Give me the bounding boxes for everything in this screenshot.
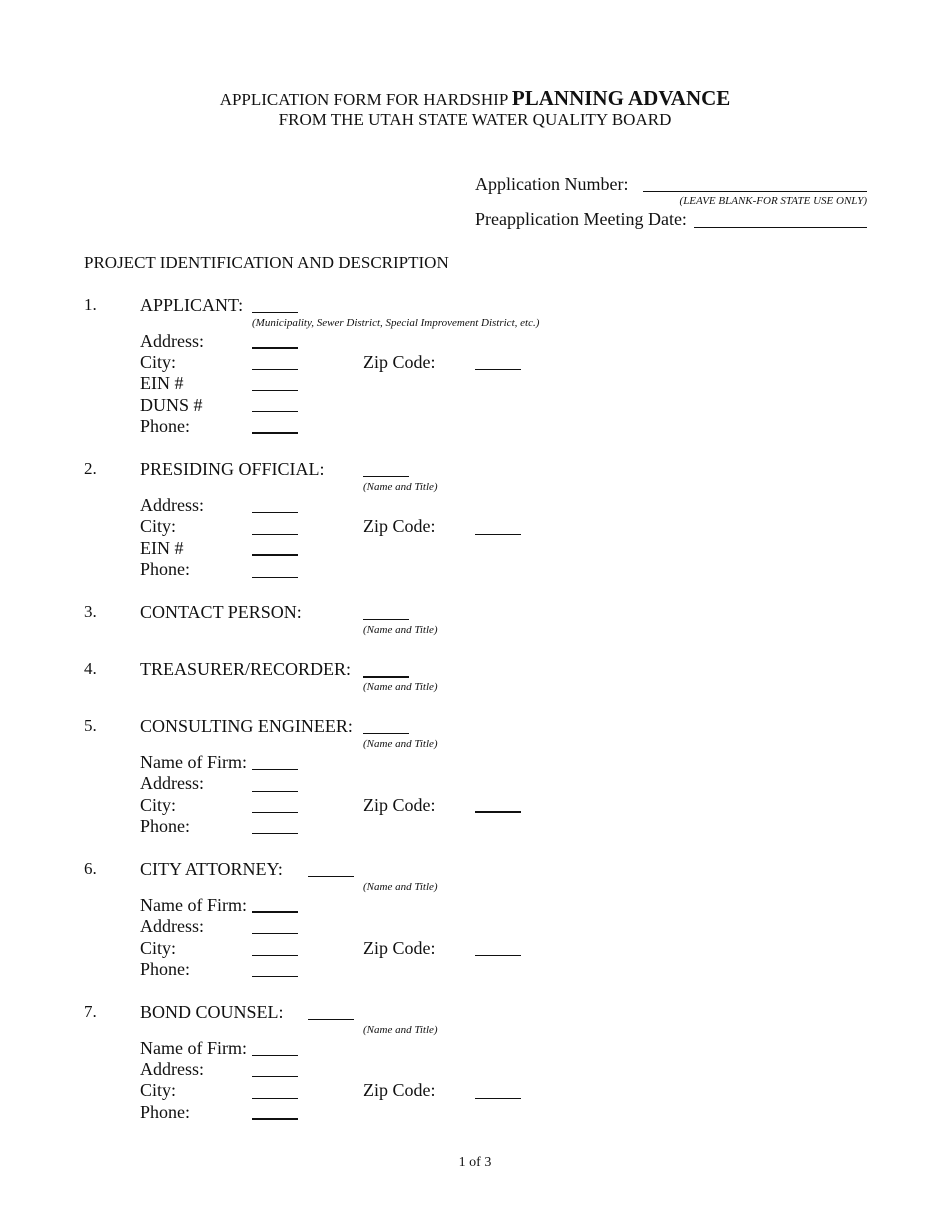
consulting-engineer-field[interactable] <box>363 733 409 734</box>
contact-person-note: (Name and Title) <box>363 624 438 636</box>
contact-person-label: CONTACT PERSON: <box>140 602 302 622</box>
bond-phone-field[interactable] <box>252 1118 298 1120</box>
applicant-duns-label: DUNS # <box>140 395 203 415</box>
bond-city-field[interactable] <box>252 1098 298 1099</box>
attorney-phone-label: Phone: <box>140 959 191 979</box>
applicant-phone-field[interactable] <box>252 432 298 434</box>
presiding-zip-label: Zip Code: <box>363 516 436 536</box>
item-number-2: 2. <box>84 459 97 478</box>
engineer-firm-field[interactable] <box>252 769 298 770</box>
bond-counsel-field[interactable] <box>308 1019 354 1020</box>
city-attorney-field[interactable] <box>308 876 354 877</box>
bond-address-label: Address: <box>140 1059 204 1079</box>
meeting-date-label: Preapplication Meeting Date: <box>475 209 687 229</box>
bond-zip-label: Zip Code: <box>363 1080 436 1100</box>
bond-counsel-note: (Name and Title) <box>363 1024 438 1036</box>
application-number-field[interactable] <box>643 191 867 192</box>
applicant-address-field[interactable] <box>252 347 298 349</box>
attorney-address-field[interactable] <box>252 933 298 934</box>
engineer-phone-field[interactable] <box>252 833 298 834</box>
engineer-firm-label: Name of Firm: <box>140 752 247 772</box>
bond-firm-label: Name of Firm: <box>140 1038 247 1058</box>
presiding-phone-label: Phone: <box>140 559 191 579</box>
form-subtitle: FROM THE UTAH STATE WATER QUALITY BOARD <box>278 110 672 129</box>
form-title-prefix: APPLICATION FORM FOR HARDSHIP <box>219 90 512 109</box>
application-number-label: Application Number: <box>475 174 629 194</box>
attorney-firm-field[interactable] <box>252 911 298 913</box>
applicant-phone-label: Phone: <box>140 416 191 436</box>
applicant-city-field[interactable] <box>252 369 298 370</box>
item-number-3: 3. <box>84 602 97 621</box>
applicant-note: (Municipality, Sewer District, Special Improvement District, etc.) <box>252 317 540 329</box>
consulting-engineer-note: (Name and Title) <box>363 738 438 750</box>
applicant-address-label: Address: <box>140 331 204 351</box>
contact-person-field[interactable] <box>363 619 409 620</box>
bond-phone-label: Phone: <box>140 1102 191 1122</box>
item-number-1: 1. <box>84 295 97 314</box>
engineer-address-label: Address: <box>140 773 204 793</box>
applicant-duns-field[interactable] <box>252 411 298 412</box>
meeting-date-field[interactable] <box>694 227 867 228</box>
presiding-zip-field[interactable] <box>475 534 521 535</box>
engineer-city-field[interactable] <box>252 812 298 813</box>
treasurer-recorder-field[interactable] <box>363 676 409 678</box>
treasurer-recorder-label: TREASURER/RECORDER: <box>140 659 352 679</box>
city-attorney-label: CITY ATTORNEY: <box>140 859 283 879</box>
presiding-ein-field[interactable] <box>252 554 298 556</box>
item-number-5: 5. <box>84 716 97 735</box>
section-heading: PROJECT IDENTIFICATION AND DESCRIPTION <box>84 253 449 272</box>
bond-firm-field[interactable] <box>252 1055 298 1056</box>
presiding-city-label: City: <box>140 516 177 536</box>
presiding-official-field[interactable] <box>363 476 409 477</box>
applicant-city-label: City: <box>140 352 177 372</box>
item-number-4: 4. <box>84 659 97 678</box>
applicant-field[interactable] <box>252 312 298 313</box>
presiding-address-field[interactable] <box>252 512 298 513</box>
applicant-ein-field[interactable] <box>252 390 298 391</box>
presiding-city-field[interactable] <box>252 534 298 535</box>
consulting-engineer-label: CONSULTING ENGINEER: <box>140 716 353 736</box>
item-number-6: 6. <box>84 859 97 878</box>
attorney-address-label: Address: <box>140 916 204 936</box>
bond-zip-field[interactable] <box>475 1098 521 1099</box>
attorney-city-field[interactable] <box>252 955 298 956</box>
engineer-phone-label: Phone: <box>140 816 191 836</box>
bond-counsel-label: BOND COUNSEL: <box>140 1002 284 1022</box>
attorney-firm-label: Name of Firm: <box>140 895 247 915</box>
applicant-zip-label: Zip Code: <box>363 352 436 372</box>
city-attorney-note: (Name and Title) <box>363 881 438 893</box>
item-number-7: 7. <box>84 1002 97 1021</box>
leave-blank-note: (LEAVE BLANK-FOR STATE USE ONLY) <box>679 195 867 207</box>
attorney-phone-field[interactable] <box>252 976 298 977</box>
bond-address-field[interactable] <box>252 1076 298 1077</box>
treasurer-recorder-note: (Name and Title) <box>363 681 438 693</box>
bond-city-label: City: <box>140 1080 177 1100</box>
attorney-city-label: City: <box>140 938 177 958</box>
engineer-zip-field[interactable] <box>475 811 521 813</box>
presiding-official-label: PRESIDING OFFICIAL: <box>140 459 325 479</box>
applicant-zip-field[interactable] <box>475 369 521 370</box>
presiding-address-label: Address: <box>140 495 204 515</box>
presiding-official-note: (Name and Title) <box>363 481 438 493</box>
engineer-city-label: City: <box>140 795 177 815</box>
attorney-zip-field[interactable] <box>475 955 521 956</box>
attorney-zip-label: Zip Code: <box>363 938 436 958</box>
engineer-zip-label: Zip Code: <box>363 795 436 815</box>
engineer-address-field[interactable] <box>252 791 298 792</box>
page-number: 1 of 3 <box>458 1155 492 1170</box>
presiding-ein-label: EIN # <box>140 538 184 558</box>
presiding-phone-field[interactable] <box>252 577 298 578</box>
form-title <box>0 86 950 111</box>
applicant-label: APPLICANT: <box>140 295 244 315</box>
applicant-ein-label: EIN # <box>140 373 184 393</box>
form-title-emphasis: PLANNING ADVANCE <box>511 86 731 110</box>
